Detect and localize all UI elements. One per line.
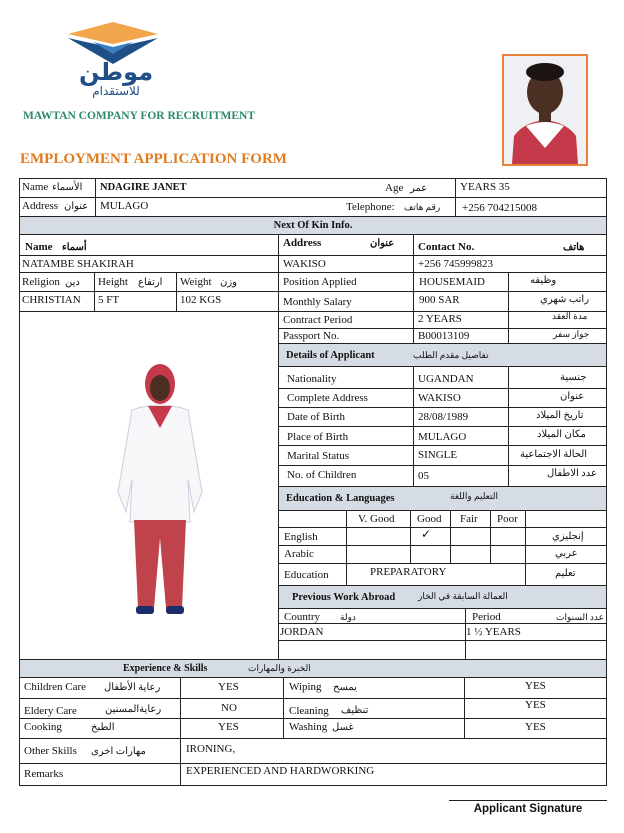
company-logo	[58, 20, 168, 100]
nationality-value: UGANDAN	[418, 373, 474, 385]
position-label-ar: وظيفه	[530, 275, 557, 286]
passport-label-ar: جواز سفر	[553, 329, 590, 339]
address-label-ar: عنوان	[64, 201, 89, 212]
weight-value: 102 KGS	[180, 294, 222, 306]
other-skills-value: IRONING,	[186, 743, 236, 755]
applicant-address: MULAGO	[100, 200, 149, 212]
passport-photo	[502, 54, 588, 166]
nationality-label: Nationality	[287, 373, 337, 385]
logo-arabic: موطن	[78, 59, 154, 86]
full-body-photo	[110, 362, 210, 632]
country-label: Country	[284, 611, 321, 623]
details-section-title: Details of Applicant	[286, 350, 375, 361]
kin-name-label-ar: أسماء	[62, 242, 87, 253]
education-label-ar: تعليم	[555, 568, 576, 579]
details-section-title-ar: تفاصيل مقدم الطلب	[413, 350, 489, 360]
religion-label-ar: دين	[65, 277, 80, 288]
edu-col-fair: Fair	[460, 513, 478, 525]
passport-label: Passport No.	[283, 330, 340, 342]
english-good-check: ✓	[421, 527, 432, 541]
work-period: 1 ½ YEARS	[466, 626, 521, 638]
applicant-portrait-icon	[504, 56, 586, 164]
skills-section-title: Experience & Skills	[123, 663, 208, 674]
kin-address-label: Address	[283, 237, 322, 249]
work-section-title: Previous Work Abroad	[292, 592, 396, 603]
skill-cleaning-label-ar: تنظيف	[341, 705, 369, 716]
age-label-ar: عمر	[410, 183, 428, 194]
english-label: English	[284, 531, 318, 543]
form-title: EMPLOYMENT APPLICATION FORM	[20, 151, 287, 167]
english-label-ar: إنجليزي	[552, 531, 584, 542]
passport-value: B00013109	[418, 330, 470, 342]
education-value: PREPARATORY	[370, 566, 447, 578]
complete-address-label: Complete Address	[287, 392, 368, 404]
position-label: Position Applied	[283, 276, 357, 288]
arabic-label-ar: عربي	[555, 548, 578, 559]
skill-washing-label-ar: غسل	[332, 722, 354, 733]
name-label-ar: الأسماء	[52, 182, 83, 193]
education-label: Education	[284, 569, 329, 581]
marital-value: SINGLE	[418, 449, 458, 461]
arabic-label: Arabic	[284, 548, 314, 560]
contract-label: Contract Period	[283, 314, 353, 326]
skill-washing-value: YES	[525, 721, 546, 733]
salary-label: Monthly Salary	[283, 296, 352, 308]
salary-label-ar: راتب شهري	[540, 294, 590, 305]
period-label-ar: عدد السنوات	[556, 612, 604, 622]
position-value: HOUSEMAID	[419, 276, 485, 288]
weight-label-ar: وزن	[220, 277, 238, 288]
education-section-title-ar: التعليم واللغة	[450, 491, 498, 501]
kin-name: NATAMBE SHAKIRAH	[22, 258, 134, 270]
skill-eldery-label: Eldery Care	[24, 705, 77, 717]
name-label: Name	[22, 181, 49, 193]
edu-col-vgood: V. Good	[358, 513, 395, 525]
period-label: Period	[472, 611, 501, 623]
skill-wiping-label: Wiping	[289, 681, 322, 693]
skill-wiping-label-ar: يمسح	[333, 682, 357, 693]
address-label: Address	[22, 200, 59, 212]
contract-label-ar: مدة العقد	[552, 311, 588, 321]
weight-label: Weight	[180, 276, 212, 288]
kin-address-label-ar: عنوان	[370, 238, 395, 249]
marital-label: Marital Status	[287, 450, 350, 462]
skill-children-label-ar: رعاية الأطفال	[104, 682, 161, 693]
pob-label: Place of Birth	[287, 431, 349, 443]
applicant-age: YEARS 35	[460, 181, 510, 193]
skill-eldery-label-ar: رعايةالمسنين	[105, 704, 162, 715]
complete-address-value: WAKISO	[418, 392, 461, 404]
other-skills-label: Other Skills	[24, 745, 77, 757]
logo-arabic-sub: للاستقدام	[92, 84, 140, 98]
skill-eldery-value: NO	[221, 702, 237, 714]
marital-label-ar: الحالة الاجتماعية	[520, 449, 588, 460]
children-value: 05	[418, 470, 429, 482]
age-label: Age	[385, 182, 404, 194]
kin-contact: +256 745999823	[418, 258, 493, 270]
religion-label: Religion	[22, 276, 60, 288]
applicant-name: NDAGIRE JANET	[100, 182, 187, 193]
skill-children-value: YES	[218, 681, 239, 693]
skill-cooking-value: YES	[218, 721, 239, 733]
dob-label-ar: تاريخ الميلاد	[536, 410, 584, 421]
religion-value: CHRISTIAN	[22, 294, 81, 306]
kin-address: WAKISO	[283, 258, 326, 270]
skill-cleaning-label: Cleaning	[289, 705, 329, 717]
skill-washing-label: Washing	[289, 721, 328, 733]
work-country: JORDAN	[280, 626, 324, 638]
phone-label: Telephone:	[346, 201, 395, 213]
applicant-phone: +256 704215008	[462, 202, 537, 214]
complete-address-label-ar: عنوان	[560, 391, 585, 402]
height-value: 5 FT	[98, 294, 120, 306]
edu-col-poor: Poor	[497, 513, 518, 525]
skill-cooking-label: Cooking	[24, 721, 62, 733]
height-label-ar: ارتفاع	[138, 277, 163, 288]
pob-value: MULAGO	[418, 431, 467, 443]
kin-contact-label-ar: هاتف	[563, 242, 585, 253]
skill-children-label: Children Care	[24, 681, 87, 693]
remarks-value: EXPERIENCED AND HARDWORKING	[186, 765, 375, 777]
children-label: No. of Children	[287, 469, 357, 481]
other-skills-label-ar: مهارات اخرى	[91, 746, 146, 757]
salary-value: 900 SAR	[419, 294, 460, 306]
kin-contact-label: Contact No.	[418, 241, 475, 253]
company-name: MAWTAN COMPANY FOR RECRUITMENT	[23, 110, 256, 122]
edu-col-good: Good	[417, 513, 442, 525]
skill-wiping-value: YES	[525, 680, 546, 692]
remarks-label: Remarks	[24, 768, 64, 780]
children-label-ar: عدد الاطفال	[547, 468, 597, 479]
skill-cooking-label-ar: الطبخ	[91, 722, 115, 733]
signature-label: Applicant Signature	[473, 803, 583, 815]
kin-section-title: Next Of Kin Info.	[273, 220, 353, 231]
applicant-full-body-icon	[110, 362, 210, 632]
kin-name-label: Name	[25, 241, 53, 253]
country-label-ar: دولة	[340, 612, 356, 622]
contract-value: 2 YEARS	[418, 313, 462, 325]
nationality-label-ar: جنسية	[560, 372, 587, 383]
skill-cleaning-value: YES	[525, 699, 546, 711]
dob-value: 28/08/1989	[418, 411, 469, 423]
phone-label-ar: رقم هاتف	[404, 202, 441, 212]
dob-label: Date of Birth	[287, 411, 346, 423]
pob-label-ar: مكان الميلاد	[537, 429, 586, 440]
height-label: Height	[98, 276, 128, 288]
education-section-title: Education & Languages	[286, 493, 395, 504]
work-section-title-ar: العمالة السابقة في الخار	[418, 591, 508, 601]
skills-section-title-ar: الخبرة والمهارات	[248, 663, 311, 673]
